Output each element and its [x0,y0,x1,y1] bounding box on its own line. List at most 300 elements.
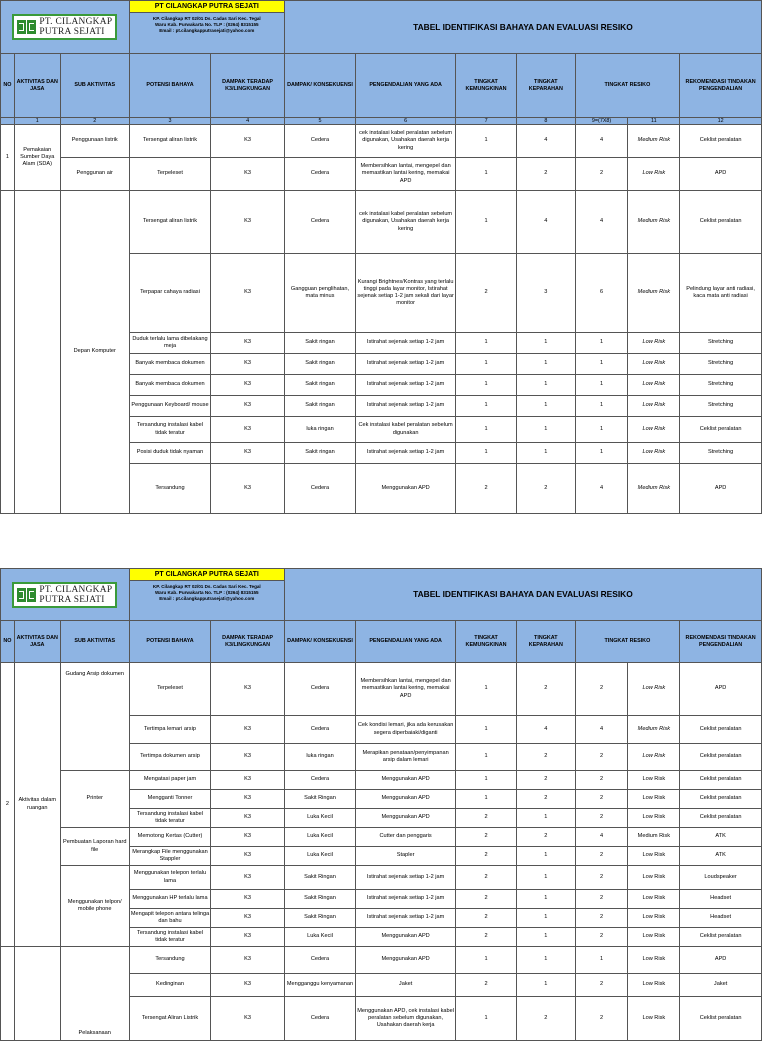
potensi-cell: Kedinginan [129,974,211,997]
address-line2: Waru Kab. Purwakarta No. TLP : (0264) 8315155 [154,590,259,596]
rekomendasi-cell: APD [680,464,762,514]
konsekuensi-cell: Sakit Ringan [284,866,355,890]
konsekuensi-cell: Cedera [284,716,355,744]
sub-aktivitas-cell: Menggunakan telpon/ mobile phone [60,866,129,947]
pengendalian-cell: Istirahat sejenak setiap 1-2 jam [356,866,456,890]
dampak-cell: K3 [211,333,285,354]
column-number: 12 [680,118,762,125]
rekomendasi-cell: ATK [680,847,762,866]
konsekuensi-cell: Cedera [284,997,355,1041]
column-number: 9=(7X8) [575,118,628,125]
pengendalian-cell: Jaket [356,974,456,997]
col-no: NO [1,54,15,118]
company-logo [1,569,130,621]
konsekuensi-cell: Sakit ringan [284,333,355,354]
risk-level-cell: Low Risk [628,354,680,375]
sub-aktivitas-cell: Pembuatan Laporan hard file [60,828,129,866]
keparahan-cell: 1 [517,354,576,375]
potensi-cell: Tersandung [129,464,211,514]
dampak-cell: K3 [211,947,285,974]
column-number: 8 [517,118,576,125]
dampak-cell: K3 [211,375,285,396]
col-kemungkinan: TINGKAT KEMUNGKINAN [456,621,517,663]
column-number: 11 [628,118,680,125]
pengendalian-cell: Kurangi Brightnes/Kontras yang terlalu tinggi pada layar monitor, Istirahat sejenak setiap 1-2 jam sekali dari layar monitor [356,254,456,333]
kemungkinan-cell: 1 [456,375,517,396]
address-line3: Email : pt.cilangkapputrasejati@yahoo.com [159,28,255,34]
kemungkinan-cell: 1 [456,125,517,158]
potensi-cell: Terpeleset [129,663,211,716]
risk-level-cell: Low Risk [628,947,680,974]
pengendalian-cell: Menggunakan APD [356,947,456,974]
pengendalian-cell: Istirahat sejenak setiap 1-2 jam [356,354,456,375]
resiko-score-cell: 2 [575,158,628,191]
col-keparahan: TINGKAT KEPARAHAN [517,54,576,118]
konsekuensi-cell: Cedera [284,947,355,974]
risk-level-cell: Medium Risk [628,828,680,847]
column-number: 5 [284,118,355,125]
rekomendasi-cell: Headset [680,909,762,928]
resiko-score-cell: 1 [575,354,628,375]
potensi-cell: Mengganti Tonner [129,790,211,809]
address-line2: Waru Kab. Purwakarta No. TLP : (0264) 8315155 [154,22,259,28]
potensi-cell: Banyak membaca dokumen [129,375,211,396]
table-row [1,125,762,158]
potensi-cell: Menggunakan telepon terlalu lama [129,866,211,890]
logo-text-line1: PT. CILANGKAP [39,17,113,27]
keparahan-cell: 1 [517,847,576,866]
risk-level-cell: Low Risk [628,847,680,866]
konsekuensi-cell: Cedera [284,771,355,790]
col-pengendalian: PENGENDALIAN YANG ADA [356,54,456,118]
pengendalian-cell: Membersihkan lantai, mengepel dan memastikan lantai kering, memakai APD [356,158,456,191]
konsekuensi-cell: Sakit ringan [284,354,355,375]
risk-level-cell: Medium Risk [628,716,680,744]
pengendalian-cell: Istirahat sejenak setiap 1-2 jam [356,443,456,464]
keparahan-cell: 2 [517,997,576,1041]
col-keparahan: TINGKAT KEPARAHAN [517,621,576,663]
column-number: 7 [456,118,517,125]
address-line3: Email : pt.cilangkapputrasejati@yahoo.com [159,596,255,602]
resiko-score-cell: 2 [575,909,628,928]
kemungkinan-cell: 1 [456,997,517,1041]
table-row [1,866,762,890]
keparahan-cell: 1 [517,333,576,354]
potensi-cell: Mengatasi paper jam [129,771,211,790]
dampak-cell: K3 [211,663,285,716]
column-number: 1 [14,118,60,125]
col-no: NO [1,621,15,663]
dampak-cell: K3 [211,928,285,947]
konsekuensi-cell: luka ringan [284,417,355,443]
keparahan-cell: 1 [517,928,576,947]
risk-level-cell: Low Risk [628,375,680,396]
kemungkinan-cell: 2 [456,866,517,890]
konsekuensi-cell: Luka Kecil [284,828,355,847]
company-logo [1,1,130,54]
kemungkinan-cell: 2 [456,464,517,514]
keparahan-cell: 4 [517,191,576,254]
rekomendasi-cell: Ceklist peralatan [680,790,762,809]
sub-aktivitas-cell: Printer [60,771,129,828]
risk-level-cell: Low Risk [628,158,680,191]
keparahan-cell: 2 [517,828,576,847]
resiko-score-cell: 2 [575,744,628,771]
resiko-score-cell: 2 [575,771,628,790]
dampak-cell: K3 [211,464,285,514]
table-row [1,771,762,790]
keparahan-cell: 1 [517,866,576,890]
pengendalian-cell: Istirahat sejenak setiap 1-2 jam [356,909,456,928]
potensi-cell: Tersandung instalasi kabel tidak teratur [129,928,211,947]
dampak-cell: K3 [211,254,285,333]
pengendalian-cell: Menggunakan APD [356,928,456,947]
rekomendasi-cell: Stretching [680,333,762,354]
risk-level-cell: Medium Risk [628,254,680,333]
potensi-cell: Tersandung instalasi kabel tidak teratur [129,809,211,828]
resiko-score-cell: 2 [575,974,628,997]
keparahan-cell: 1 [517,947,576,974]
column-number: 2 [60,118,129,125]
pengendalian-cell: Menggunakan APD, cek instalasi kabel peralatan sebelum digunakan, Usahakan daerah kerja [356,997,456,1041]
konsekuensi-cell: Luka Kecil [284,809,355,828]
potensi-cell: Tersengat Aliran Listrik [129,997,211,1041]
rekomendasi-cell: Ceklist peralatan [680,716,762,744]
potensi-cell: Tertimpa lemari arsip [129,716,211,744]
sub-aktivitas-cell: Gudang Arsip dokumen [60,663,129,771]
company-block [129,569,284,621]
resiko-score-cell: 1 [575,443,628,464]
kemungkinan-cell: 2 [456,809,517,828]
konsekuensi-cell: Gangguan penglihatan, mata minus [284,254,355,333]
rekomendasi-cell: Ceklist peralatan [680,928,762,947]
keparahan-cell: 2 [517,663,576,716]
risk-level-cell: Low Risk [628,890,680,909]
pengendalian-cell: Cek kondisi lemari, jika ada kerusakan segera diperbaiaki/diganti [356,716,456,744]
pengendalian-cell: Menggunakan APD [356,464,456,514]
potensi-cell: Tertimpa dokumen arsip [129,744,211,771]
risk-level-cell: Low Risk [628,744,680,771]
col-aktivitas: AKTIVITAS DAN JASA [14,54,60,118]
document-title: TABEL IDENTIFIKASI BAHAYA DAN EVALUASI RESIKO [284,1,761,54]
konsekuensi-cell: Sakit Ringan [284,790,355,809]
risk-level-cell: Low Risk [628,909,680,928]
col-kemungkinan: TINGKAT KEMUNGKINAN [456,54,517,118]
rekomendasi-cell: Stretching [680,354,762,375]
resiko-score-cell: 1 [575,333,628,354]
dampak-cell: K3 [211,354,285,375]
kemungkinan-cell: 2 [456,928,517,947]
hazard-table-page-2 [0,568,762,1041]
kemungkinan-cell: 1 [456,947,517,974]
keparahan-cell: 2 [517,790,576,809]
risk-level-cell: Medium Risk [628,464,680,514]
risk-level-cell: Low Risk [628,997,680,1041]
address-line1: KP. Cilangkap RT 02/01 Ds. Cadas Sari Kec. Tegal [152,16,261,21]
col-aktivitas: AKTIVITAS DAN JASA [14,621,60,663]
pengendalian-cell: Cek instalasi kabel peralatan sebelum digunakan [356,417,456,443]
kemungkinan-cell: 1 [456,716,517,744]
resiko-score-cell: 4 [575,716,628,744]
logo-text-line2: PUTRA SEJATI [39,27,105,37]
table-row [1,663,762,716]
dampak-cell: K3 [211,443,285,464]
rekomendasi-cell: APD [680,158,762,191]
row-number: 2 [1,663,15,947]
kemungkinan-cell: 2 [456,974,517,997]
dampak-cell: K3 [211,828,285,847]
dampak-cell: K3 [211,125,285,158]
keparahan-cell: 2 [517,158,576,191]
risk-level-cell: Low Risk [628,866,680,890]
col-potensi-bahaya: POTENSI BAHAYA [129,621,211,663]
col-sub-aktivitas: SUB AKTIVITAS [60,621,129,663]
document-title: TABEL IDENTIFIKASI BAHAYA DAN EVALUASI RESIKO [284,569,761,621]
konsekuensi-cell: Sakit Ringan [284,909,355,928]
risk-level-cell: Medium Risk [628,191,680,254]
pengendalian-cell: Menggunakan APD [356,809,456,828]
potensi-cell: Terpeleset [129,158,211,191]
potensi-cell: Tersengat aliran listrik [129,125,211,158]
dampak-cell: K3 [211,909,285,928]
keparahan-cell: 1 [517,375,576,396]
keparahan-cell: 4 [517,716,576,744]
resiko-score-cell: 2 [575,847,628,866]
rekomendasi-cell: Ceklist peralatan [680,125,762,158]
potensi-cell: Tersandung instalasi kabel tidak teratur [129,417,211,443]
dampak-cell: K3 [211,158,285,191]
potensi-cell: Mengapit telepon antara telinga dan bahu [129,909,211,928]
rekomendasi-cell: Ceklist peralatan [680,809,762,828]
col-konsekuensi: DAMPAK/ KONSEKUENSI [284,54,355,118]
keparahan-cell: 1 [517,809,576,828]
kemungkinan-cell: 1 [456,158,517,191]
kemungkinan-cell: 2 [456,890,517,909]
rekomendasi-cell: ATK [680,828,762,847]
rekomendasi-cell: Pelindung layar anti radiasi, kaca mata anti radiasi [680,254,762,333]
col-rekomendasi: REKOMENDASI TINDAKAN PENGENDALIAN [680,54,762,118]
resiko-score-cell: 2 [575,997,628,1041]
dampak-cell: K3 [211,716,285,744]
potensi-cell: Duduk terlalu lama dibelakang meja [129,333,211,354]
table-row [1,191,762,254]
konsekuensi-cell: Luka Kecil [284,847,355,866]
rekomendasi-cell: Ceklist peralatan [680,191,762,254]
sub-aktivitas-cell: Pelaksanaan [60,947,129,1041]
konsekuensi-cell: Cedera [284,464,355,514]
potensi-cell: Menggunakan HP terlalu lama [129,890,211,909]
konsekuensi-cell: Sakit Ringan [284,890,355,909]
dampak-cell: K3 [211,771,285,790]
pengendalian-cell: Stapler [356,847,456,866]
potensi-cell: Terpapar cahaya radiasi [129,254,211,333]
kemungkinan-cell: 1 [456,443,517,464]
pengendalian-cell: Istirahat sejenak setiap 1-2 jam [356,396,456,417]
kemungkinan-cell: 1 [456,663,517,716]
resiko-score-cell: 2 [575,866,628,890]
rekomendasi-cell: Stretching [680,443,762,464]
kemungkinan-cell: 1 [456,417,517,443]
rekomendasi-cell: APD [680,947,762,974]
column-number: 4 [211,118,285,125]
risk-level-cell: Low Risk [628,663,680,716]
kemungkinan-cell: 1 [456,354,517,375]
kemungkinan-cell: 2 [456,909,517,928]
resiko-score-cell: 4 [575,191,628,254]
konsekuensi-cell: Luka Kecil [284,928,355,947]
sub-aktivitas-cell: Penggunaan listrik [60,125,129,158]
konsekuensi-cell: Cedera [284,191,355,254]
kemungkinan-cell: 1 [456,790,517,809]
konsekuensi-cell: Cedera [284,158,355,191]
rekomendasi-cell: Loudspeaker [680,866,762,890]
risk-level-cell: Low Risk [628,928,680,947]
dampak-cell: K3 [211,790,285,809]
company-name: PT CILANGKAP PUTRA SEJATI [130,1,284,13]
resiko-score-cell: 2 [575,928,628,947]
dampak-cell: K3 [211,974,285,997]
column-number: 3 [129,118,211,125]
col-rekomendasi: REKOMENDASI TINDAKAN PENGENDALIAN [680,621,762,663]
kemungkinan-cell: 1 [456,744,517,771]
konsekuensi-cell: Cedera [284,663,355,716]
konsekuensi-cell: Sakit ringan [284,396,355,417]
col-tingkat-resiko: TINGKAT RESIKO [575,54,680,118]
keparahan-cell: 3 [517,254,576,333]
dampak-cell: K3 [211,890,285,909]
potensi-cell: Tersandung [129,947,211,974]
risk-level-cell: Low Risk [628,333,680,354]
risk-level-cell: Low Risk [628,974,680,997]
risk-level-cell: Low Risk [628,809,680,828]
resiko-score-cell: 1 [575,947,628,974]
konsekuensi-cell: Sakit ringan [284,443,355,464]
resiko-score-cell: 1 [575,396,628,417]
risk-level-cell: Medium Risk [628,125,680,158]
resiko-score-cell: 6 [575,254,628,333]
dampak-cell: K3 [211,191,285,254]
rekomendasi-cell: APD [680,663,762,716]
resiko-score-cell: 1 [575,417,628,443]
kemungkinan-cell: 2 [456,847,517,866]
company-block [129,1,284,54]
table-row [1,947,762,974]
logo-text-line1: PT. CILANGKAP [39,584,113,595]
konsekuensi-cell: Mengganggu kenyamanan [284,974,355,997]
keparahan-cell: 1 [517,443,576,464]
rekomendasi-cell: Stretching [680,375,762,396]
kemungkinan-cell: 2 [456,254,517,333]
keparahan-cell: 2 [517,744,576,771]
column-number-row [1,118,762,125]
aktivitas-cell: Aktivitas dalam ruangan [14,663,60,947]
potensi-cell: Tersengat aliran listrik [129,191,211,254]
table-row [1,158,762,191]
resiko-score-cell: 2 [575,663,628,716]
pengendalian-cell: Cutter dan penggaris [356,828,456,847]
col-dampak: DAMPAK TERADAP K3/LINGKUNGAN [211,54,285,118]
keparahan-cell: 4 [517,125,576,158]
keparahan-cell: 1 [517,909,576,928]
kemungkinan-cell: 1 [456,396,517,417]
konsekuensi-cell: luka ringan [284,744,355,771]
hazard-table-page-1 [0,0,762,514]
row-number: 1 [1,125,15,191]
col-dampak: DAMPAK TERADAP K3/LINGKUNGAN [211,621,285,663]
resiko-score-cell: 1 [575,375,628,396]
keparahan-cell: 1 [517,890,576,909]
keparahan-cell: 2 [517,464,576,514]
resiko-score-cell: 4 [575,125,628,158]
resiko-score-cell: 4 [575,464,628,514]
pengendalian-cell: Menggunakan APD [356,790,456,809]
col-konsekuensi: DAMPAK/ KONSEKUENSI [284,621,355,663]
rekomendasi-cell: Ceklist peralatan [680,997,762,1041]
risk-level-cell: Low Risk [628,396,680,417]
pengendalian-cell: Merapikan penataan/penyimpanan arsip dalam lemari [356,744,456,771]
table-row [1,828,762,847]
pengendalian-cell: cek instalasi kabel peralatan sebelum digunakan, Usahakan daerah kerja kering [356,191,456,254]
rekomendasi-cell: Ceklist peralatan [680,771,762,790]
konsekuensi-cell: Cedera [284,125,355,158]
col-pengendalian: PENGENDALIAN YANG ADA [356,621,456,663]
address-line1: KP. Cilangkap RT 02/01 Ds. Cadas Sari Kec. Tegal [152,584,261,589]
rekomendasi-cell: Stretching [680,396,762,417]
rekomendasi-cell: Jaket [680,974,762,997]
logo-text-line2: PUTRA SEJATI [39,594,105,605]
resiko-score-cell: 4 [575,828,628,847]
kemungkinan-cell: 1 [456,191,517,254]
resiko-score-cell: 2 [575,890,628,909]
logo-mark-icon [17,588,36,602]
keparahan-cell: 1 [517,417,576,443]
dampak-cell: K3 [211,997,285,1041]
potensi-cell: Banyak membaca dokumen [129,354,211,375]
potensi-cell: Merangkap File menggunakan Stappler [129,847,211,866]
pengendalian-cell: cek instalasi kabel peralatan sebelum digunakan, Usahakan daerah kerja kering [356,125,456,158]
col-potensi-bahaya: POTENSI BAHAYA [129,54,211,118]
dampak-cell: K3 [211,396,285,417]
rekomendasi-cell: Headset [680,890,762,909]
kemungkinan-cell: 2 [456,828,517,847]
dampak-cell: K3 [211,744,285,771]
column-number: 6 [356,118,456,125]
company-name: PT CILANGKAP PUTRA SEJATI [130,569,284,581]
rekomendasi-cell: Ceklist peralatan [680,744,762,771]
potensi-cell: Memotong Kertas (Cutter) [129,828,211,847]
potensi-cell: Penggunaan Keyboard/ mouse [129,396,211,417]
kemungkinan-cell: 1 [456,333,517,354]
keparahan-cell: 1 [517,974,576,997]
risk-level-cell: Low Risk [628,771,680,790]
resiko-score-cell: 2 [575,790,628,809]
dampak-cell: K3 [211,809,285,828]
pengendalian-cell: Istirahat sejenak setiap 1-2 jam [356,890,456,909]
pengendalian-cell: Menggunakan APD [356,771,456,790]
konsekuensi-cell: Sakit ringan [284,375,355,396]
sub-aktivitas-cell: Penggunan air [60,158,129,191]
pengendalian-cell: Istirahat sejenak setiap 1-2 jam [356,333,456,354]
dampak-cell: K3 [211,417,285,443]
keparahan-cell: 1 [517,396,576,417]
resiko-score-cell: 2 [575,809,628,828]
risk-level-cell: Low Risk [628,443,680,464]
kemungkinan-cell: 1 [456,771,517,790]
logo-mark-icon [17,20,36,34]
sub-aktivitas-cell: Depan Komputer [60,191,129,514]
col-tingkat-resiko: TINGKAT RESIKO [575,621,680,663]
dampak-cell: K3 [211,866,285,890]
